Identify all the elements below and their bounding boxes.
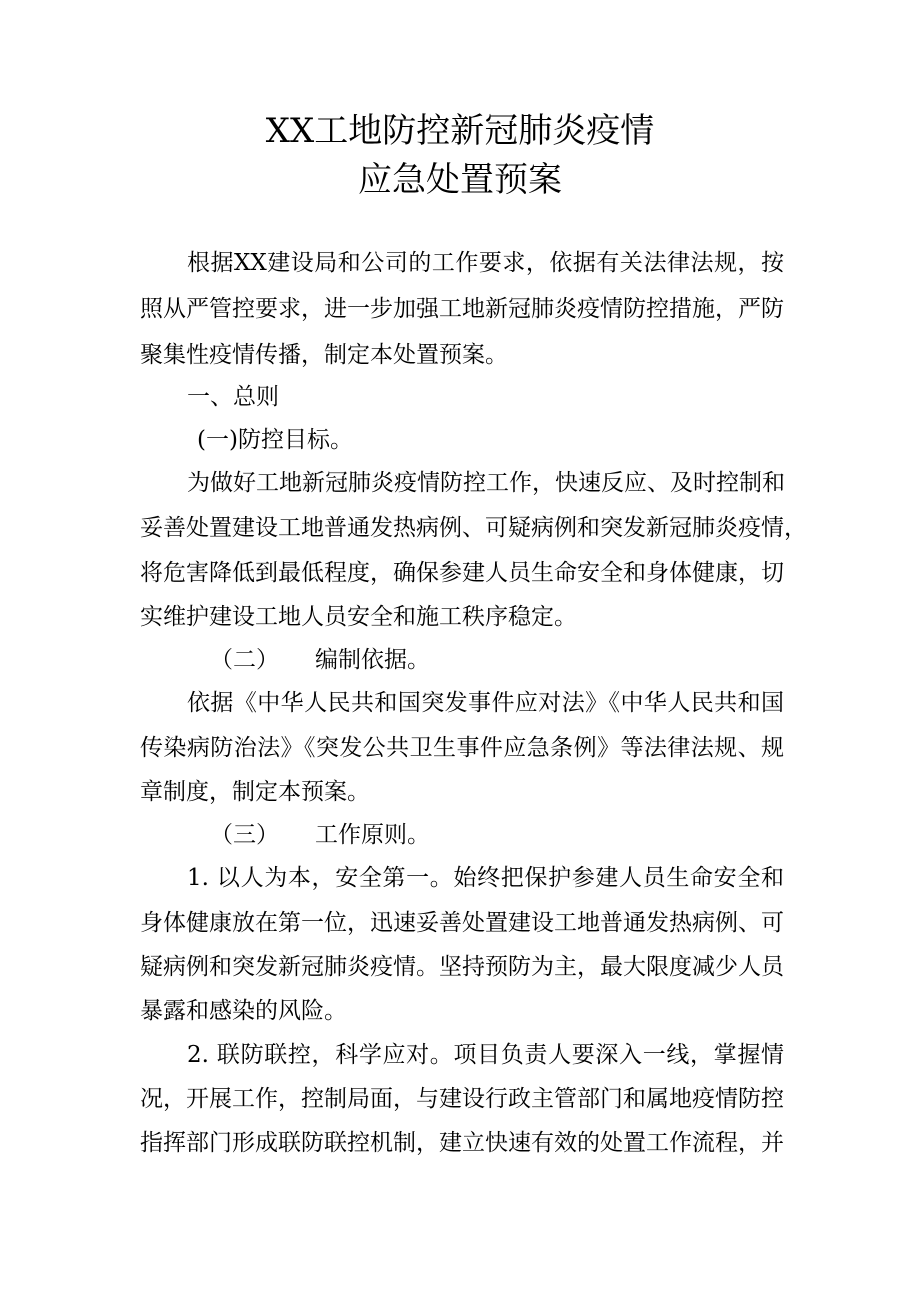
- principle1-line: 1. 以人为本，安全第一。始终把保护参建人员生命安全和: [187, 865, 784, 891]
- basis-body-line: 章制度，制定本预案。: [140, 779, 370, 805]
- subsection-title: 工作原则。: [315, 822, 430, 848]
- goal-body-line: 妥善处置建设工地普通发热病例、可疑病例和突发新冠肺炎疫情，: [140, 515, 807, 541]
- goal-body-line: 实维护建设工地人员安全和施工秩序稳定。: [140, 604, 577, 630]
- principle2-line: 指挥部门形成联防联控机制，建立快速有效的处置工作流程，并: [140, 1130, 784, 1156]
- document-title-line2: 应急处置预案: [358, 160, 562, 200]
- subsection-heading-principles: [210, 820, 430, 850]
- subsection-title: 编制依据。: [315, 647, 430, 673]
- principle1-line: 暴露和感染的风险。: [140, 998, 347, 1024]
- principle2-line: 2. 联防联控，科学应对。项目负责人要深入一线，掌握情: [187, 1042, 784, 1068]
- goal-body-line: 为做好工地新冠肺炎疫情防控工作，快速反应、及时控制和: [187, 470, 785, 496]
- basis-body-line: 依据《中华人民共和国突发事件应对法》《中华人民共和国: [187, 690, 784, 716]
- principle1-line: 疑病例和突发新冠肺炎疫情。坚持预防为主，最大限度减少人员: [140, 954, 784, 980]
- intro-line: 根据XX建设局和公司的工作要求，依据有关法律法规，按: [187, 250, 784, 276]
- intro-line: 照从严管控要求，进一步加强工地新冠肺炎疫情防控措施，严防: [140, 296, 784, 322]
- intro-line: 聚集性疫情传播，制定本处置预案。: [140, 342, 508, 368]
- document-title-line1: XX工地防控新冠肺炎疫情: [265, 111, 655, 151]
- principle2-line: 况，开展工作，控制局面，与建设行政主管部门和属地疫情防控: [140, 1086, 784, 1112]
- section-heading-general: 一、总则: [187, 384, 279, 410]
- goal-body-line: 将危害降低到最低程度，确保参建人员生命安全和身体健康，切: [140, 560, 784, 586]
- subsection-number: （三）: [210, 822, 279, 848]
- subsection-heading-basis: [210, 645, 430, 675]
- basis-body-line: 传染病防治法》《突发公共卫生事件应急条例》等法律法规、规: [140, 735, 784, 761]
- subsection-number: （二）: [210, 647, 279, 673]
- principle1-line: 身体健康放在第一位，迅速妥善处置建设工地普通发热病例、可: [140, 910, 784, 936]
- subsection-heading-goal: (一)防控目标。: [197, 427, 353, 453]
